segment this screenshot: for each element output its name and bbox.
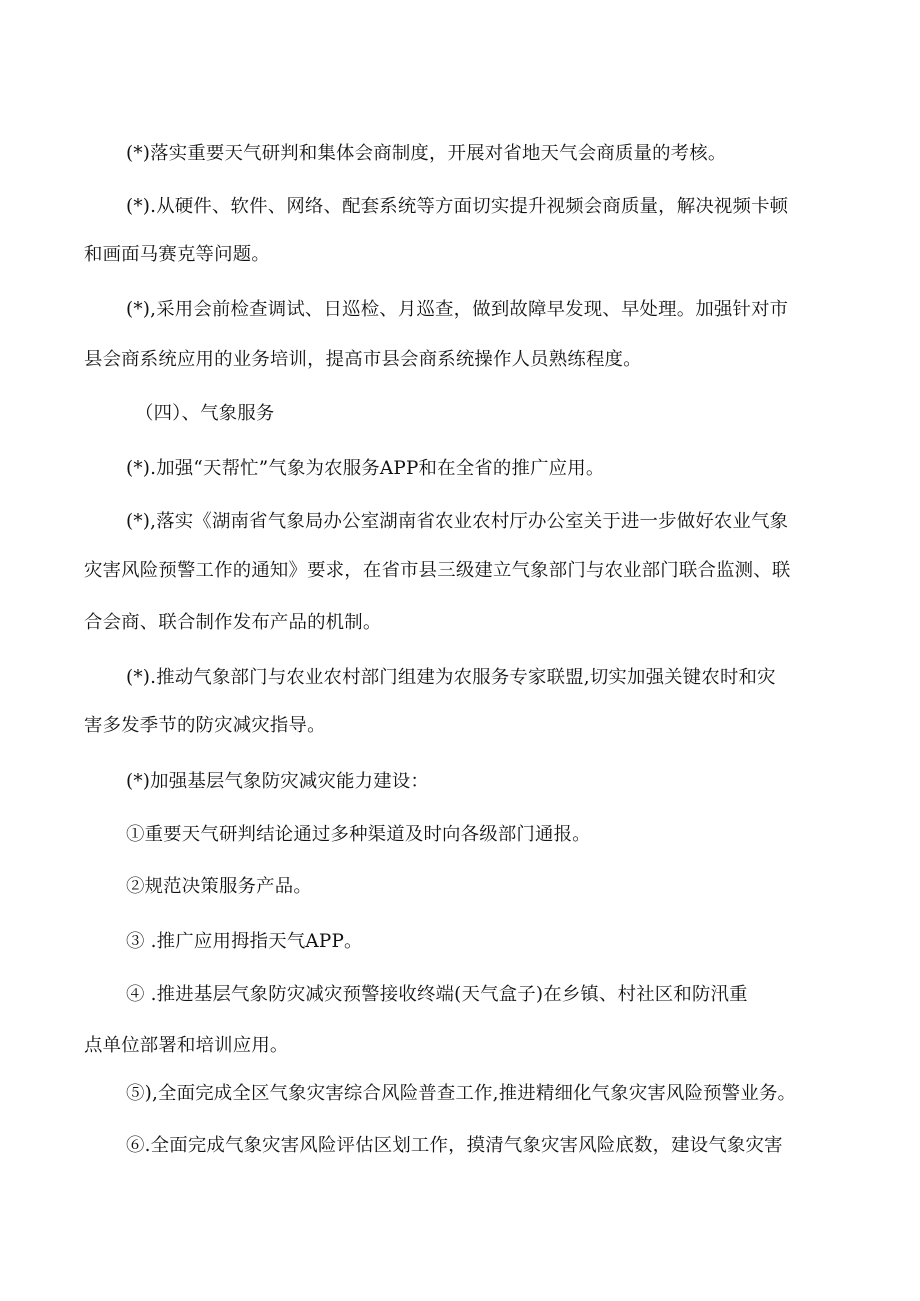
paragraph-line: 和画面马赛克等问题。 bbox=[84, 244, 270, 265]
list-item: ④ .推进基层气象防灾减灾预警接收终端(天气盒子)在乡镇、村社区和防汛重 bbox=[126, 984, 748, 1005]
list-item: ②规范决策服务产品。 bbox=[126, 876, 312, 897]
list-item: ⑤),全面完成全区气象灾害综合风险普查工作,推进精细化气象灾害风险预警业务。 bbox=[126, 1083, 797, 1104]
paragraph-line: (*),采用会前检查调试、日巡检、月巡查，做到故障早发现、早处理。加强针对市 bbox=[126, 299, 789, 320]
paragraph-line: (*).推动气象部门与农业农村部门组建为农服务专家联盟,切实加强关键农时和灾 bbox=[126, 667, 776, 688]
list-item: ⑥.全面完成气象灾害风险评估区划工作，摸清气象灾害风险底数，建设气象灾害 bbox=[126, 1135, 783, 1156]
paragraph-line: (*)加强基层气象防灾减灾能力建设： bbox=[126, 771, 430, 792]
section-heading: （四）、气象服务 bbox=[135, 403, 275, 424]
list-item: ①重要天气研判结论通过多种渠道及时向各级部门通报。 bbox=[126, 824, 591, 845]
paragraph-line: (*)落实重要天气研判和集体会商制度，开展对省地天气会商质量的考核。 bbox=[126, 143, 727, 164]
paragraph-line: 点单位部署和培训应用。 bbox=[84, 1035, 289, 1056]
paragraph-line: 害多发季节的防灾减灾指导。 bbox=[84, 715, 326, 736]
paragraph-line: 县会商系统应用的业务培训，提高市县会商系统操作人员熟练程度。 bbox=[84, 349, 642, 370]
paragraph-line: (*).从硬件、软件、网络、配套系统等方面切实提升视频会商质量，解决视频卡顿 bbox=[126, 196, 789, 217]
list-item: ③ .推广应用拇指天气APP。 bbox=[126, 931, 363, 952]
paragraph-line: 合会商、联合制作发布产品的机制。 bbox=[84, 612, 382, 633]
paragraph-line: (*).加强“天帮忙”气象为农服务APP和在全省的推广应用。 bbox=[126, 458, 605, 479]
paragraph-line: 灾害风险预警工作的通知》要求，在省市县三级建立气象部门与农业部门联合监测、联 bbox=[84, 560, 791, 581]
paragraph-line: (*),落实《湖南省气象局办公室湖南省农业农村厅办公室关于进一步做好农业气象 bbox=[126, 511, 789, 532]
